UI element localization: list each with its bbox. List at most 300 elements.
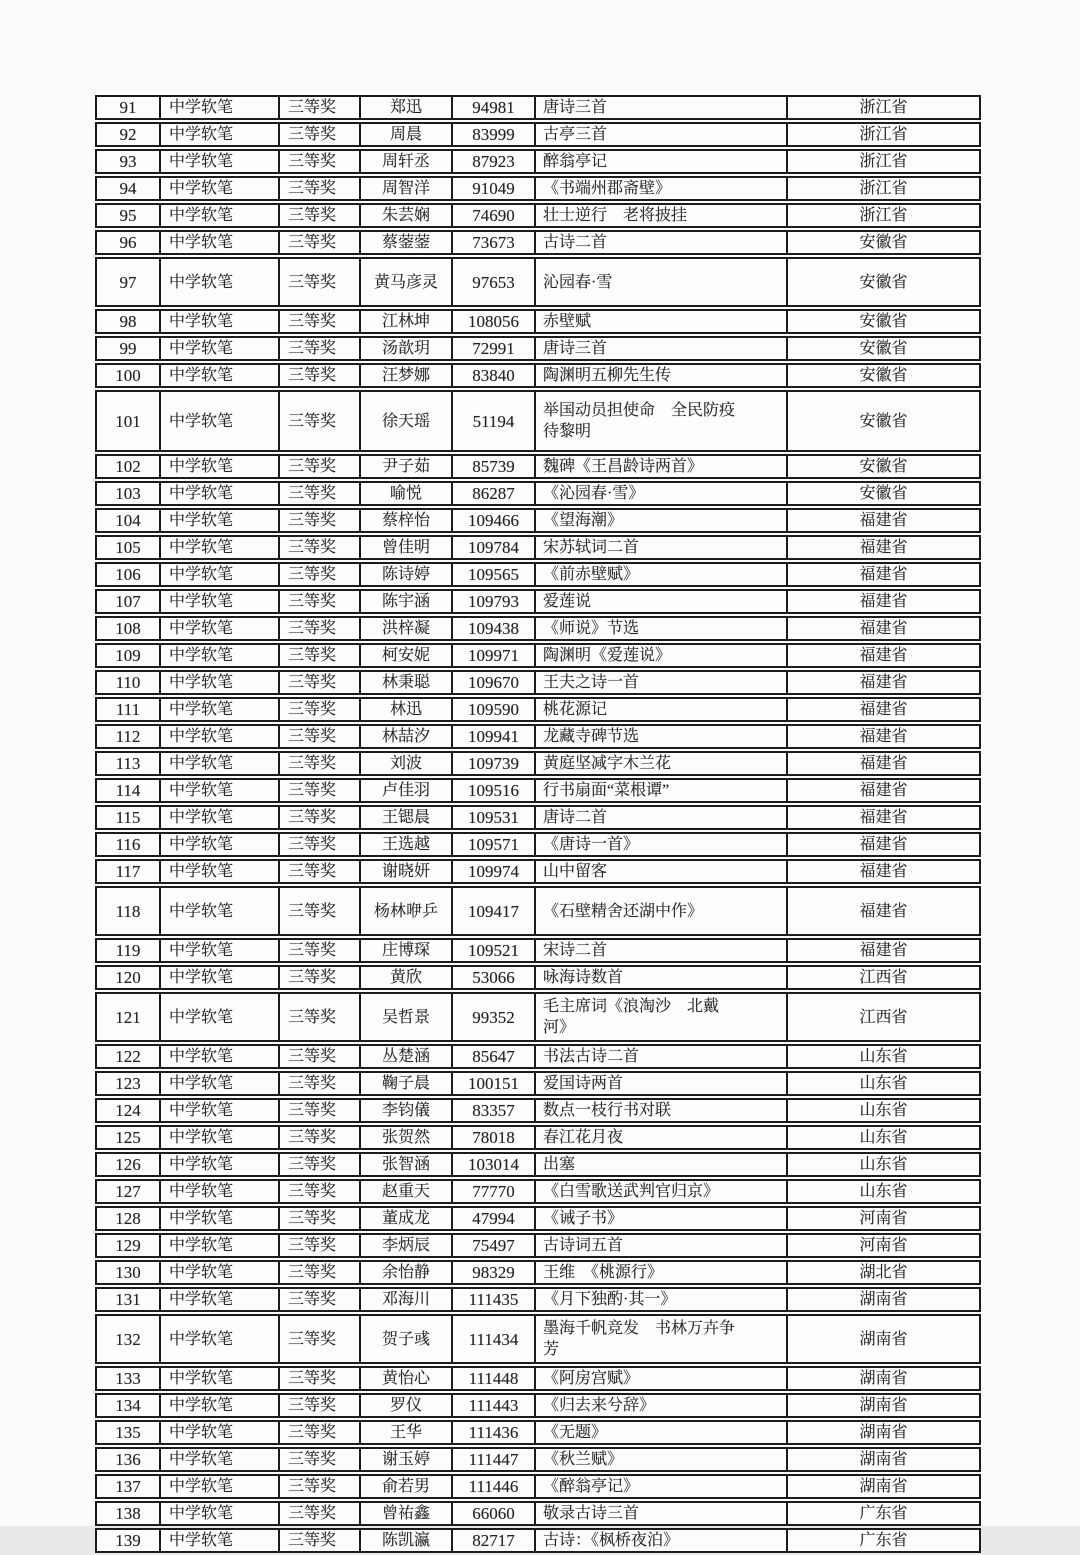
cell-category: 中学软笔 (161, 1073, 280, 1094)
table-row (95, 1501, 981, 1526)
table-row (95, 1260, 981, 1285)
cell-category: 中学软笔 (161, 699, 280, 720)
cell-entry-id: 94981 (453, 97, 536, 118)
cell-work-title: 唐诗三首 (536, 338, 788, 359)
cell-number: 114 (97, 780, 161, 801)
cell-name: 谢玉婷 (361, 1449, 453, 1470)
cell-entry-id: 47994 (453, 1208, 536, 1229)
cell-name: 王锶晨 (361, 807, 453, 828)
table-row (95, 508, 981, 533)
cell-province: 广东省 (859, 1532, 908, 1549)
cell-work-title: 黄庭坚减字木兰花 (536, 753, 788, 774)
cell-award: 三等奖 (280, 1449, 361, 1470)
cell-province: 安徽省 (859, 367, 908, 384)
table-row (95, 1233, 981, 1258)
cell-name: 林迅 (361, 699, 453, 720)
cell-name: 曾祐鑫 (361, 1503, 453, 1524)
cell-work-title: 古诗词五首 (536, 1235, 788, 1256)
cell-entry-id: 87923 (453, 151, 536, 172)
cell-number: 122 (97, 1046, 161, 1067)
cell-entry-id: 111435 (453, 1289, 536, 1310)
table-row (95, 1098, 981, 1123)
table-row (95, 697, 981, 722)
cell-province: 湖南省 (859, 1424, 908, 1441)
cell-award: 三等奖 (280, 151, 361, 172)
cell-number: 108 (97, 618, 161, 639)
cell-number: 134 (97, 1395, 161, 1416)
cell-award: 三等奖 (280, 967, 361, 988)
cell-award: 三等奖 (280, 1208, 361, 1229)
cell-number: 132 (97, 1316, 161, 1362)
cell-name: 黄欣 (361, 967, 453, 988)
table-row (95, 832, 981, 857)
cell-entry-id: 109784 (453, 537, 536, 558)
cell-number: 107 (97, 591, 161, 612)
cell-name: 谢晓妍 (361, 861, 453, 882)
cell-work-title: 古亭三首 (536, 124, 788, 145)
cell-category: 中学软笔 (161, 967, 280, 988)
cell-award: 三等奖 (280, 1530, 361, 1551)
cell-award: 三等奖 (280, 259, 361, 305)
cell-work-title: 《诫子书》 (536, 1208, 788, 1229)
table-row (95, 859, 981, 884)
cell-category: 中学软笔 (161, 338, 280, 359)
cell-work-title: 宋苏轼词二首 (536, 537, 788, 558)
cell-work-title: 咏海诗数首 (536, 967, 788, 988)
cell-number: 136 (97, 1449, 161, 1470)
cell-province: 福建省 (859, 809, 908, 826)
cell-work-title: 爱莲说 (536, 591, 788, 612)
cell-work-title: 魏碑《王昌龄诗两首》 (536, 456, 788, 477)
cell-category: 中学软笔 (161, 205, 280, 226)
cell-work-title: 《前赤壁赋》 (536, 564, 788, 585)
cell-entry-id: 103014 (453, 1154, 536, 1175)
cell-province: 山东省 (859, 1075, 908, 1092)
cell-entry-id: 111436 (453, 1422, 536, 1443)
cell-work-title: 《书端州郡斋壁》 (536, 178, 788, 199)
cell-award: 三等奖 (280, 726, 361, 747)
cell-category: 中学软笔 (161, 1046, 280, 1067)
cell-work-title: 《阿房宫赋》 (536, 1368, 788, 1389)
cell-entry-id: 99352 (453, 994, 536, 1040)
table-row (95, 616, 981, 641)
cell-province: 福建省 (859, 620, 908, 637)
cell-award: 三等奖 (280, 1262, 361, 1283)
table-row (95, 562, 981, 587)
cell-name: 郑迅 (361, 97, 453, 118)
cell-category: 中学软笔 (161, 645, 280, 666)
cell-province: 河南省 (859, 1237, 908, 1254)
cell-category: 中学软笔 (161, 1449, 280, 1470)
cell-province: 湖南省 (859, 1478, 908, 1495)
cell-name: 林喆汐 (361, 726, 453, 747)
cell-award: 三等奖 (280, 564, 361, 585)
cell-number: 118 (97, 888, 161, 934)
cell-entry-id: 109670 (453, 672, 536, 693)
table-row (95, 1125, 981, 1150)
cell-entry-id: 75497 (453, 1235, 536, 1256)
cell-award: 三等奖 (280, 753, 361, 774)
cell-work-title: 赤壁赋 (536, 311, 788, 332)
cell-entry-id: 98329 (453, 1262, 536, 1283)
cell-award: 三等奖 (280, 1395, 361, 1416)
cell-work-title: 王夫之诗一首 (536, 672, 788, 693)
cell-name: 张贺然 (361, 1127, 453, 1148)
cell-entry-id: 51194 (453, 392, 536, 450)
cell-province: 安徽省 (859, 412, 908, 430)
cell-province: 湖南省 (859, 1451, 908, 1468)
cell-award: 三等奖 (280, 124, 361, 145)
cell-province: 浙江省 (859, 180, 908, 197)
cell-work-title: 书法古诗二首 (536, 1046, 788, 1067)
cell-award: 三等奖 (280, 1181, 361, 1202)
cell-name: 黄怡心 (361, 1368, 453, 1389)
cell-name: 陈诗婷 (361, 564, 453, 585)
cell-category: 中学软笔 (161, 618, 280, 639)
cell-number: 119 (97, 940, 161, 961)
table-row (95, 1287, 981, 1312)
cell-work-title: 桃花源记 (536, 699, 788, 720)
cell-name: 罗仪 (361, 1395, 453, 1416)
table-row (95, 992, 981, 1042)
cell-name: 朱芸娴 (361, 205, 453, 226)
cell-number: 125 (97, 1127, 161, 1148)
cell-entry-id: 109739 (453, 753, 536, 774)
cell-category: 中学软笔 (161, 726, 280, 747)
cell-entry-id: 66060 (453, 1503, 536, 1524)
cell-name: 俞若男 (361, 1476, 453, 1497)
table-row (95, 805, 981, 830)
cell-category: 中学软笔 (161, 591, 280, 612)
cell-category: 中学软笔 (161, 259, 280, 305)
table-row (95, 938, 981, 963)
cell-entry-id: 109516 (453, 780, 536, 801)
cell-award: 三等奖 (280, 1235, 361, 1256)
cell-entry-id: 111448 (453, 1368, 536, 1389)
cell-number: 115 (97, 807, 161, 828)
cell-entry-id: 85739 (453, 456, 536, 477)
cell-category: 中学软笔 (161, 1235, 280, 1256)
cell-province: 福建省 (859, 782, 908, 799)
cell-entry-id: 53066 (453, 967, 536, 988)
cell-name: 蔡蓥蓥 (361, 232, 453, 253)
table-row (95, 965, 981, 990)
cell-work-title: 《师说》节选 (536, 618, 788, 639)
cell-work-title: 壮士逆行 老将披挂 (536, 205, 788, 226)
table-row (95, 1314, 981, 1364)
cell-number: 138 (97, 1503, 161, 1524)
cell-entry-id: 85647 (453, 1046, 536, 1067)
cell-work-title: 《唐诗一首》 (536, 834, 788, 855)
cell-entry-id: 74690 (453, 205, 536, 226)
cell-entry-id: 82717 (453, 1530, 536, 1551)
table-row (95, 176, 981, 201)
cell-award: 三等奖 (280, 1289, 361, 1310)
cell-number: 123 (97, 1073, 161, 1094)
table-row (95, 481, 981, 506)
cell-award: 三等奖 (280, 645, 361, 666)
cell-number: 92 (97, 124, 161, 145)
cell-entry-id: 111447 (453, 1449, 536, 1470)
cell-entry-id: 83840 (453, 365, 536, 386)
cell-name: 尹子茹 (361, 456, 453, 477)
cell-award: 三等奖 (280, 205, 361, 226)
cell-category: 中学软笔 (161, 97, 280, 118)
cell-name: 庄博琛 (361, 940, 453, 961)
cell-number: 103 (97, 483, 161, 504)
table-row (95, 535, 981, 560)
table-row (95, 670, 981, 695)
cell-province: 福建省 (859, 593, 908, 610)
cell-name: 柯安妮 (361, 645, 453, 666)
table-row (95, 724, 981, 749)
cell-category: 中学软笔 (161, 753, 280, 774)
table-row (95, 886, 981, 936)
cell-entry-id: 83999 (453, 124, 536, 145)
cell-number: 102 (97, 456, 161, 477)
cell-entry-id: 83357 (453, 1100, 536, 1121)
cell-number: 96 (97, 232, 161, 253)
cell-entry-id: 86287 (453, 483, 536, 504)
cell-name: 贺子彧 (361, 1316, 453, 1362)
cell-name: 刘波 (361, 753, 453, 774)
cell-name: 汪梦娜 (361, 365, 453, 386)
cell-province: 浙江省 (859, 153, 908, 170)
cell-award: 三等奖 (280, 97, 361, 118)
cell-work-title: 山中留客 (536, 861, 788, 882)
cell-province: 山东省 (859, 1129, 908, 1146)
cell-entry-id: 72991 (453, 338, 536, 359)
cell-work-title: 《石壁精舍还湖中作》 (536, 888, 788, 934)
table-row (95, 309, 981, 334)
cell-entry-id: 109793 (453, 591, 536, 612)
cell-award: 三等奖 (280, 483, 361, 504)
cell-name: 鞠子晨 (361, 1073, 453, 1094)
cell-name: 李钧儀 (361, 1100, 453, 1121)
table-row (95, 1528, 981, 1553)
cell-number: 104 (97, 510, 161, 531)
cell-entry-id: 73673 (453, 232, 536, 253)
cell-work-title: 数点一枝行书对联 (536, 1100, 788, 1121)
cell-category: 中学软笔 (161, 1127, 280, 1148)
cell-name: 蔡梓怡 (361, 510, 453, 531)
cell-name: 周智洋 (361, 178, 453, 199)
cell-work-title: 唐诗二首 (536, 807, 788, 828)
cell-category: 中学软笔 (161, 483, 280, 504)
cell-work-title: 毛主席词《浪淘沙 北戴河》 (536, 994, 788, 1040)
cell-number: 127 (97, 1181, 161, 1202)
cell-province: 福建省 (859, 902, 908, 920)
cell-number: 117 (97, 861, 161, 882)
cell-category: 中学软笔 (161, 510, 280, 531)
cell-name: 洪梓凝 (361, 618, 453, 639)
cell-number: 124 (97, 1100, 161, 1121)
cell-name: 周轩丞 (361, 151, 453, 172)
cell-province: 福建省 (859, 755, 908, 772)
cell-award: 三等奖 (280, 1476, 361, 1497)
cell-entry-id: 109417 (453, 888, 536, 934)
table-row (95, 1420, 981, 1445)
cell-work-title: 沁园春·雪 (536, 259, 788, 305)
table-row (95, 1152, 981, 1177)
table-row (95, 1447, 981, 1472)
cell-award: 三等奖 (280, 780, 361, 801)
cell-award: 三等奖 (280, 940, 361, 961)
cell-entry-id: 108056 (453, 311, 536, 332)
cell-work-title: 《沁园春·雪》 (536, 483, 788, 504)
cell-entry-id: 109565 (453, 564, 536, 585)
cell-award: 三等奖 (280, 232, 361, 253)
cell-name: 陈宇涵 (361, 591, 453, 612)
cell-category: 中学软笔 (161, 1154, 280, 1175)
cell-name: 吴哲景 (361, 994, 453, 1040)
cell-work-title: 《望海潮》 (536, 510, 788, 531)
cell-province: 浙江省 (859, 126, 908, 143)
cell-number: 130 (97, 1262, 161, 1283)
cell-work-title: 《月下独酌·其一》 (536, 1289, 788, 1310)
cell-province: 安徽省 (859, 485, 908, 502)
table-row (95, 1044, 981, 1069)
cell-number: 95 (97, 205, 161, 226)
table-row (95, 95, 981, 120)
cell-province: 广东省 (859, 1505, 908, 1522)
cell-award: 三等奖 (280, 699, 361, 720)
cell-name: 汤歆玥 (361, 338, 453, 359)
table-row (95, 203, 981, 228)
cell-number: 110 (97, 672, 161, 693)
cell-work-title: 《无题》 (536, 1422, 788, 1443)
cell-province: 福建省 (859, 728, 908, 745)
cell-entry-id: 78018 (453, 1127, 536, 1148)
cell-name: 卢佳羽 (361, 780, 453, 801)
cell-work-title: 陶渊明五柳先生传 (536, 365, 788, 386)
cell-category: 中学软笔 (161, 537, 280, 558)
cell-category: 中学软笔 (161, 807, 280, 828)
cell-entry-id: 109466 (453, 510, 536, 531)
cell-work-title: 唐诗三首 (536, 97, 788, 118)
cell-category: 中学软笔 (161, 1476, 280, 1497)
cell-number: 101 (97, 392, 161, 450)
cell-number: 97 (97, 259, 161, 305)
table-row (95, 778, 981, 803)
cell-province: 安徽省 (859, 340, 908, 357)
table-row (95, 751, 981, 776)
cell-award: 三等奖 (280, 178, 361, 199)
cell-award: 三等奖 (280, 672, 361, 693)
table-row (95, 1206, 981, 1231)
cell-name: 赵重天 (361, 1181, 453, 1202)
table-row (95, 122, 981, 147)
cell-number: 137 (97, 1476, 161, 1497)
cell-number: 133 (97, 1368, 161, 1389)
cell-work-title: 醉翁亭记 (536, 151, 788, 172)
cell-category: 中学软笔 (161, 564, 280, 585)
table-row (95, 589, 981, 614)
cell-work-title: 宋诗二首 (536, 940, 788, 961)
cell-category: 中学软笔 (161, 178, 280, 199)
table-row (95, 230, 981, 255)
cell-province: 浙江省 (859, 99, 908, 116)
table-row (95, 363, 981, 388)
cell-entry-id: 109571 (453, 834, 536, 855)
cell-award: 三等奖 (280, 861, 361, 882)
cell-name: 江林坤 (361, 311, 453, 332)
cell-award: 三等奖 (280, 1368, 361, 1389)
cell-number: 100 (97, 365, 161, 386)
cell-number: 112 (97, 726, 161, 747)
table-row (95, 149, 981, 174)
cell-award: 三等奖 (280, 311, 361, 332)
cell-province: 山东省 (859, 1102, 908, 1119)
table-row (95, 1179, 981, 1204)
cell-province: 福建省 (859, 942, 908, 959)
cell-number: 106 (97, 564, 161, 585)
cell-category: 中学软笔 (161, 456, 280, 477)
cell-category: 中学软笔 (161, 1368, 280, 1389)
cell-award: 三等奖 (280, 994, 361, 1040)
table-row (95, 454, 981, 479)
cell-province: 福建省 (859, 647, 908, 664)
cell-category: 中学软笔 (161, 834, 280, 855)
cell-category: 中学软笔 (161, 1100, 280, 1121)
cell-category: 中学软笔 (161, 1289, 280, 1310)
cell-work-title: 举国动员担使命 全民防疫待黎明 (536, 392, 788, 450)
cell-province: 福建省 (859, 836, 908, 853)
cell-award: 三等奖 (280, 456, 361, 477)
cell-category: 中学软笔 (161, 940, 280, 961)
table-row (95, 1366, 981, 1391)
cell-entry-id: 111446 (453, 1476, 536, 1497)
cell-number: 135 (97, 1422, 161, 1443)
cell-award: 三等奖 (280, 1073, 361, 1094)
cell-province: 福建省 (859, 566, 908, 583)
cell-category: 中学软笔 (161, 861, 280, 882)
cell-province: 山东省 (859, 1156, 908, 1173)
cell-name: 邓海川 (361, 1289, 453, 1310)
cell-category: 中学软笔 (161, 311, 280, 332)
cell-award: 三等奖 (280, 591, 361, 612)
cell-work-title: 王维 《桃源行》 (536, 1262, 788, 1283)
cell-entry-id: 109974 (453, 861, 536, 882)
cell-category: 中学软笔 (161, 672, 280, 693)
cell-award: 三等奖 (280, 537, 361, 558)
cell-award: 三等奖 (280, 338, 361, 359)
cell-entry-id: 97653 (453, 259, 536, 305)
cell-province: 江西省 (859, 969, 908, 986)
cell-number: 116 (97, 834, 161, 855)
cell-award: 三等奖 (280, 1046, 361, 1067)
cell-entry-id: 109971 (453, 645, 536, 666)
cell-category: 中学软笔 (161, 1503, 280, 1524)
cell-category: 中学软笔 (161, 1530, 280, 1551)
cell-category: 中学软笔 (161, 365, 280, 386)
table-row (95, 257, 981, 307)
cell-work-title: 古诗：《枫桥夜泊》 (536, 1530, 788, 1551)
cell-work-title: 《白雪歌送武判官归京》 (536, 1181, 788, 1202)
cell-number: 120 (97, 967, 161, 988)
cell-province: 湖北省 (859, 1264, 908, 1281)
cell-province: 安徽省 (859, 458, 908, 475)
cell-award: 三等奖 (280, 365, 361, 386)
cell-category: 中学软笔 (161, 1422, 280, 1443)
cell-award: 三等奖 (280, 1154, 361, 1175)
cell-category: 中学软笔 (161, 1395, 280, 1416)
cell-name: 张智涵 (361, 1154, 453, 1175)
cell-award: 三等奖 (280, 807, 361, 828)
cell-name: 林秉聪 (361, 672, 453, 693)
cell-number: 121 (97, 994, 161, 1040)
cell-number: 139 (97, 1530, 161, 1551)
